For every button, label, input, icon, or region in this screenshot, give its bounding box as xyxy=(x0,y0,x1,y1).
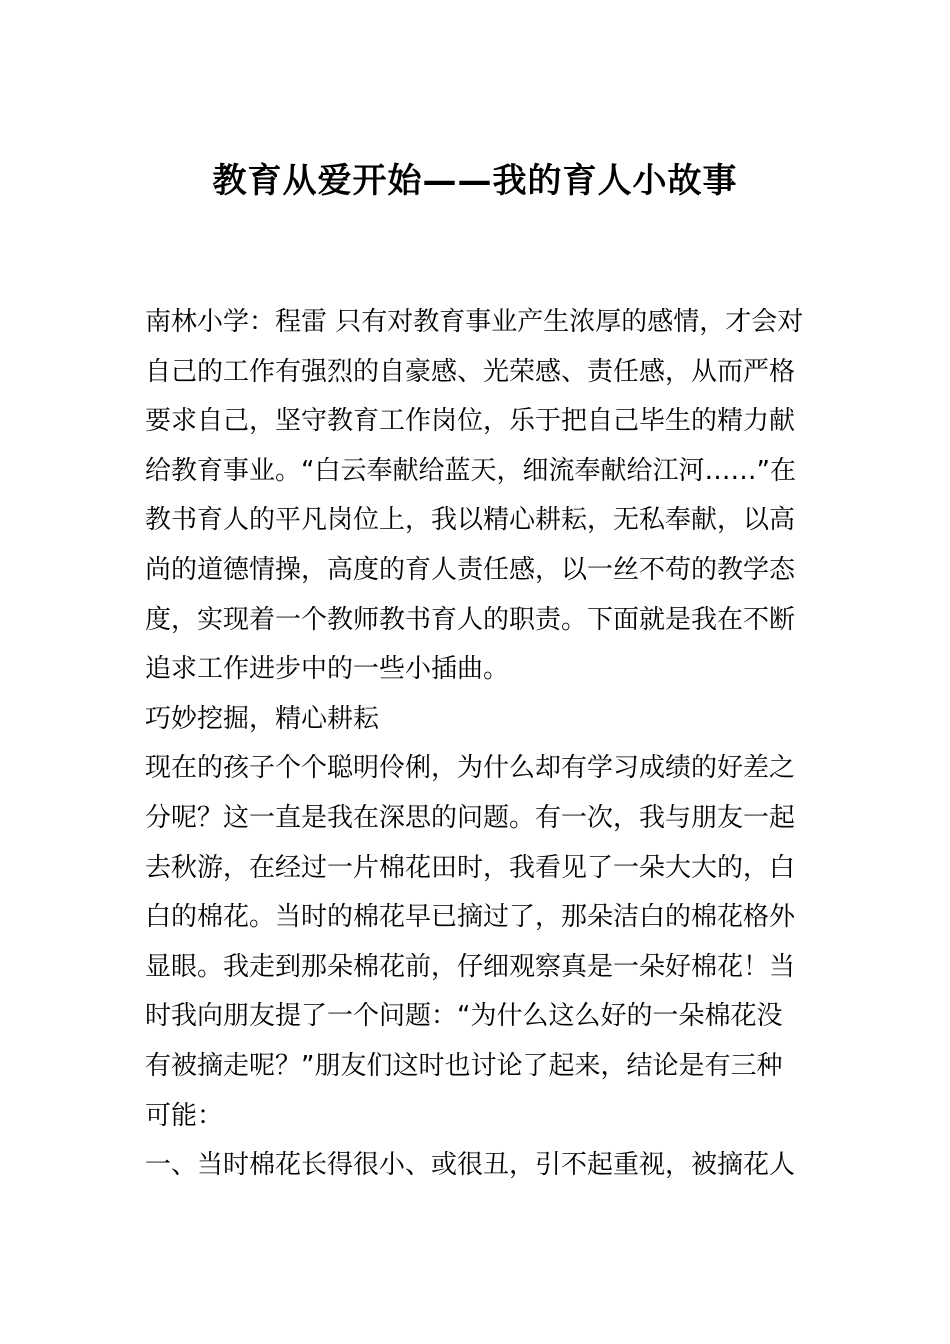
text-line: 度，实现着一个教师教书育人的职责。下面就是我在不断 xyxy=(145,604,796,635)
text-line: 可能： xyxy=(145,1100,224,1131)
text-line: 分呢？这一直是我在深思的问题。有一次，我与朋友一起 xyxy=(145,802,796,833)
text-line: 去秋游，在经过一片棉花田时，我看见了一朵大大的，白 xyxy=(145,852,796,883)
text-line: 追求工作进步中的一些小插曲。 xyxy=(145,654,510,685)
text-line: 尚的道德情操，高度的育人责任感，以一丝不苟的教学态 xyxy=(145,554,796,585)
text-line: 教书育人的平凡岗位上，我以精心耕耘，无私奉献，以高 xyxy=(145,505,796,536)
text-line: 南林小学：程雷 只有对教育事业产生浓厚的感情，才会对 xyxy=(145,307,804,337)
document-body xyxy=(145,298,810,1191)
text-line: 时我向朋友提了一个问题：“为什么这么好的一朵棉花没 xyxy=(145,1001,783,1032)
text-line: 有被摘走呢？”朋友们这时也讨论了起来，结论是有三种 xyxy=(145,1050,783,1081)
text-line: 给教育事业。“白云奉献给蓝天，细流奉献给江河……”在 xyxy=(145,455,796,486)
section-heading: 巧妙挖掘，精心耕耘 xyxy=(145,703,380,734)
text-line: 显眼。我走到那朵棉花前，仔细观察真是一朵好棉花！当 xyxy=(145,951,796,982)
text-line: 现在的孩子个个聪明伶俐，为什么却有学习成绩的好差之 xyxy=(145,753,796,784)
text-line: 自己的工作有强烈的自豪感、光荣感、责任感，从而严格 xyxy=(145,356,796,387)
text-line: 一、当时棉花长得很小、或很丑，引不起重视，被摘花人 xyxy=(145,1150,796,1181)
text-line: 要求自己，坚守教育工作岗位，乐于把自己毕生的精力献 xyxy=(145,406,796,437)
document-title: 教育从爱开始——我的育人小故事 xyxy=(212,161,738,201)
text-line: 白的棉花。当时的棉花早已摘过了，那朵洁白的棉花格外 xyxy=(145,902,796,933)
